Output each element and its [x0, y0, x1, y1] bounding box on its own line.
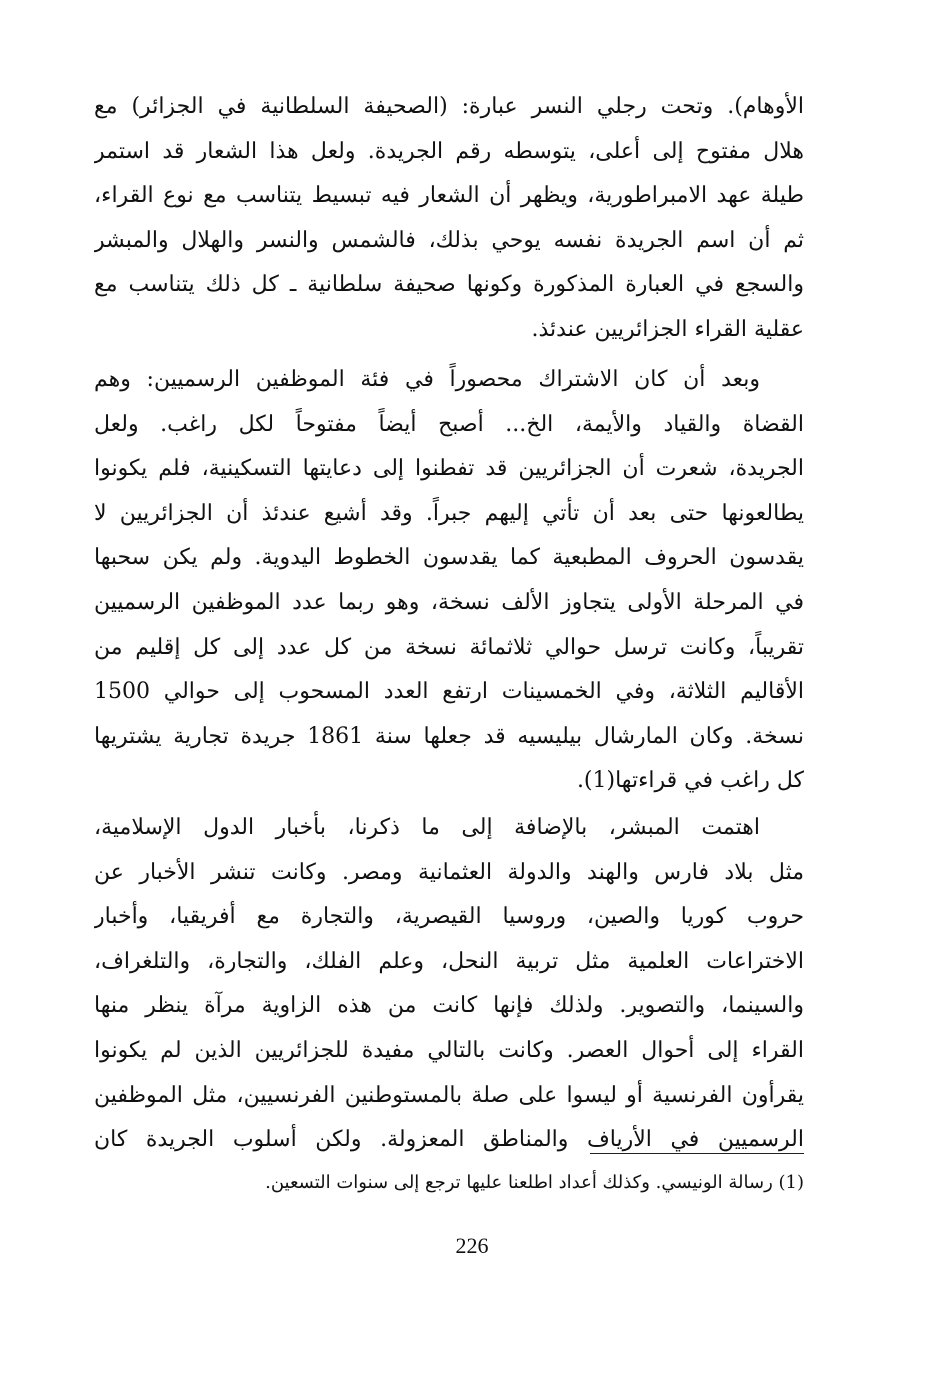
- text-line: ثم أن اسم الجريدة نفسه يوحي بذلك، فالشمس والنسر والهلال والمبشر: [94, 227, 804, 253]
- text-line: في المرحلة الأولى يتجاوز الألف نسخة، وهو ربما عدد الموظفين الرسميين: [94, 589, 804, 615]
- paragraph: [94, 806, 804, 1163]
- paragraph: [94, 85, 804, 353]
- text-line: يقدسون الحروف المطبعية كما يقدسون الخطوط اليدوية. ولم يكن سحبها: [94, 545, 804, 571]
- text-line: نسخة. وكان المارشال بيليسيه قد جعلها سنة 1861 جريدة تجارية يشتريها: [94, 723, 804, 749]
- text-line: الأوهام). وتحت رجلي النسر عبارة: (الصحيفة السلطانية في الجزائر) مع: [94, 94, 804, 119]
- text-line: القراء إلى أحوال العصر. وكانت بالتالي مفيدة للجزائريين الذين لم يكونوا: [94, 1037, 804, 1063]
- text-line: يقرأون الفرنسية أو ليسوا على صلة بالمستوطنين الفرنسيين، مثل الموظفين: [94, 1082, 804, 1108]
- page-number: 226: [455, 1233, 489, 1258]
- text-line: والسينما، والتصوير. ولذلك فإنها كانت من هذه الزاوية مرآة ينظر منها: [94, 993, 804, 1019]
- text-line: وبعد أن كان الاشتراك محصوراً في فئة الموظفين الرسميين: وهم: [94, 367, 760, 392]
- text-line: الجريدة، شعرت أن الجزائريين قد تفطنوا إلى دعايتها التسكينية، فلم يكونوا: [94, 456, 804, 482]
- text-line: هلال مفتوح إلى أعلى، يتوسطه رقم الجريدة. ولعل هذا الشعار قد استمر: [94, 138, 804, 164]
- text-line: حروب كوريا والصين، وروسيا القيصرية، والتجارة مع أفريقيا، وأخبار: [94, 904, 804, 930]
- text-line: عقلية القراء الجزائريين عندئذ.: [531, 316, 804, 342]
- text-line: يطالعونها حتى بعد أن تأتي إليهم جبراً. وقد أشيع عندئذ أن الجزائريين لا: [94, 500, 804, 526]
- paragraph: [94, 358, 804, 804]
- footnote-divider: [590, 1153, 804, 1154]
- text-line: القضاة والقياد والأيمة، الخ... أصبح أيضاً مفتوحاً لكل راغب. ولعل: [94, 411, 804, 437]
- text-line: الرسميين في الأرياف والمناطق المعزولة. ولكن أسلوب الجريدة كان: [94, 1127, 804, 1153]
- text-line: الاختراعات العلمية مثل تربية النحل، وعلم الفلك، والتجارة، والتلغراف،: [94, 948, 804, 974]
- footnote: (1) رسالة الونيسي. وكذلك أعداد اطلعنا عليها ترجع إلى سنوات التسعين.: [265, 1172, 804, 1193]
- text-line: كل راغب في قراءتها(1).: [576, 768, 804, 794]
- text-line: تقريباً، وكانت ترسل حوالي ثلاثمائة نسخة من كل عدد إلى كل إقليم من: [94, 634, 804, 660]
- text-line: والسجع في العبارة المذكورة وكونها صحيفة سلطانية ـ كل ذلك يتناسب مع: [94, 272, 804, 298]
- text-line: مثل بلاد فارس والهند والدولة العثمانية ومصر. وكانت تنشر الأخبار عن: [94, 859, 804, 885]
- text-line: طيلة عهد الامبراطورية، ويظهر أن الشعار فيه تبسيط يتناسب مع نوع القراء،: [94, 183, 804, 209]
- text-line: اهتمت المبشر، بالإضافة إلى ما ذكرنا، بأخبار الدول الإسلامية،: [94, 815, 760, 840]
- text-line: الأقاليم الثلاثة، وفي الخمسينات ارتفع العدد المسحوب إلى حوالي 1500: [94, 679, 804, 705]
